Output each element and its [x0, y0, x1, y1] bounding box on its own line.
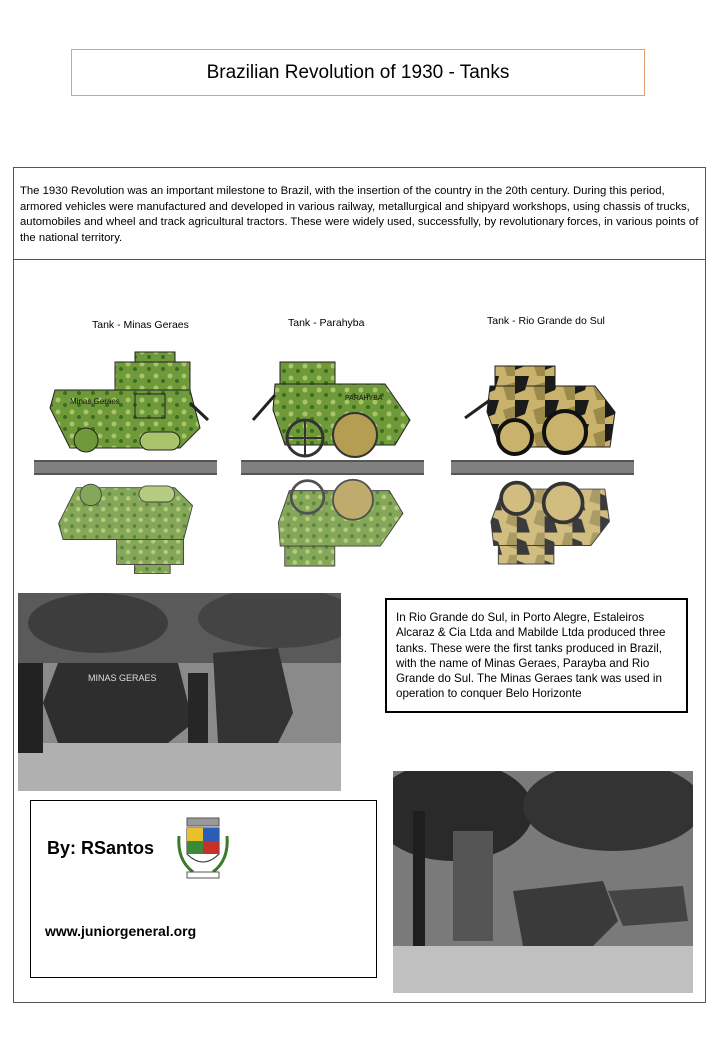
tank-minas-geraes-icon: [40, 348, 220, 460]
coat-of-arms-icon: [173, 816, 233, 882]
title-box: [71, 49, 645, 96]
photo-marking: MINAS GERAES: [88, 673, 157, 683]
ground-strip-3: [451, 460, 634, 475]
info-text: In Rio Grande do Sul, in Porto Alegre, Estaleiros Alcaraz & Cia Ltda and Mabilde Ltda produced three tanks. These were the first tanks produced in Brazil, with the name of Minas Geraes, Parayba and Rio Grande do Sul. The Minas Geraes tank was used in operation to conquer Belo Horizonte: [396, 611, 666, 701]
tank-label-rio-grande-do-sul: Tank - Rio Grande do Sul: [487, 315, 605, 327]
ground-strip-1: [34, 460, 217, 475]
tank-label-minas-geraes: Tank - Minas Geraes: [92, 319, 189, 331]
tank-rio-grande-do-sul-icon: [455, 352, 625, 460]
photo-tanks-street-icon: [393, 771, 693, 993]
historical-photo-1: [18, 593, 341, 791]
tank-rio-grande-do-sul: [455, 352, 625, 460]
tank-minas-geraes: [40, 348, 220, 460]
ground-strip-2: [241, 460, 424, 475]
photo-tanks-crowd-icon: [18, 593, 341, 791]
website-link[interactable]: www.juniorgeneral.org: [45, 923, 197, 939]
tank-label-parahyba: Tank - Parahyba: [288, 317, 365, 329]
tank-minas-geraes-reflection: [40, 477, 220, 577]
info-box: [385, 598, 688, 713]
tank-parahyba-marking: PARAHYBA: [345, 395, 383, 402]
tank-parahyba: [245, 350, 420, 460]
tank-parahyba-reflection: [245, 477, 420, 577]
tank-rio-grande-do-sul-reflection: [455, 477, 625, 577]
page-title: Brazilian Revolution of 1930 - Tanks: [206, 61, 510, 83]
tank-rio-grande-do-sul-reflection-icon: [455, 477, 625, 577]
tank-minas-geraes-reflection-icon: [40, 477, 220, 577]
author-credit: By: RSantos: [47, 838, 155, 858]
tank-parahyba-icon: [245, 350, 420, 460]
tank-parahyba-reflection-icon: [245, 477, 420, 577]
historical-photo-2: [393, 771, 693, 993]
intro-text: The 1930 Revolution was an important milestone to Brazil, with the insertion of the country in the 20th century. During this period, armored vehicles were manufactured and developed in various railway, metallurgical and shipyard workshops, using chassis of trucks, automobiles and wheel and track agricultural tractors. These were widely used, successfully, by revolutionary forces, in various points of the national territory.: [13, 167, 706, 260]
tank-minas-geraes-marking: Minas Geraes: [70, 397, 120, 406]
